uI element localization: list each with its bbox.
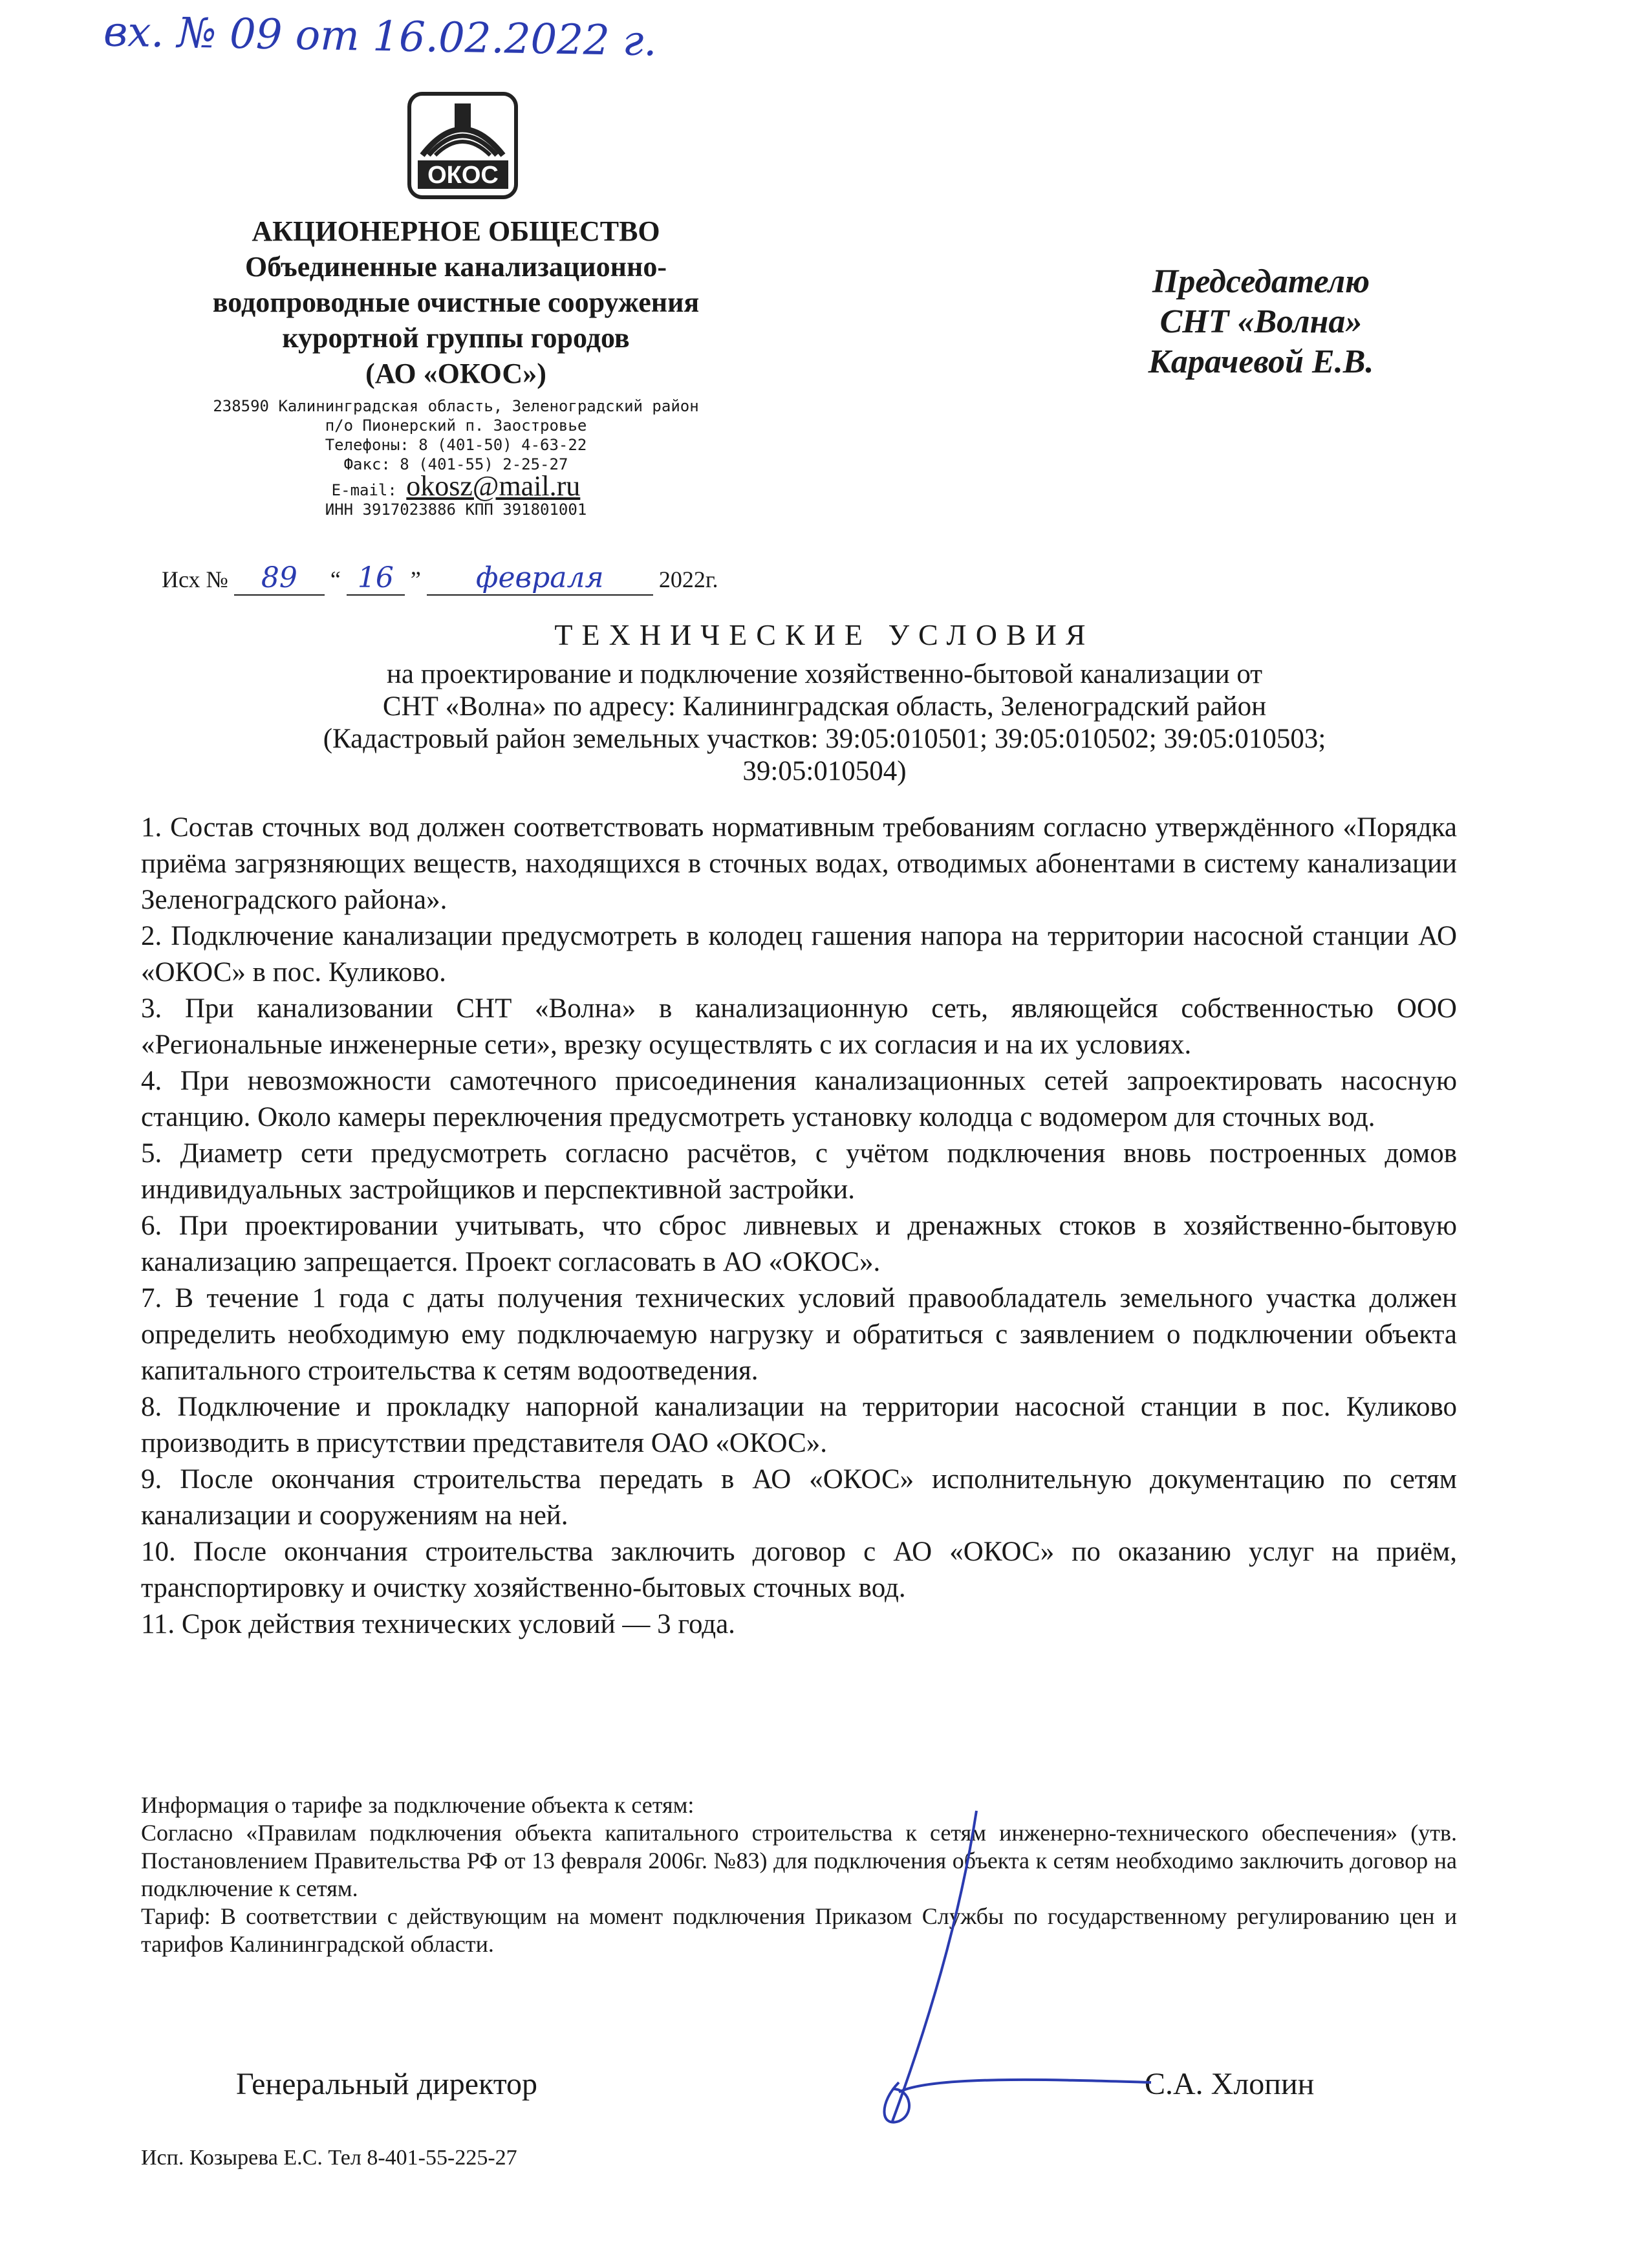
condition-item: 3. При канализовании СНТ «Волна» в канализационную сеть, являющейся собственностью ООО «Региональные инженерные сети», врезку осуществлять с их согласия и на их условиях. [141,993,1457,1060]
outgoing-day: 16 [347,561,405,596]
outgoing-day-quote-close: ” [410,567,421,592]
outgoing-day-quote-open: “ [330,567,341,592]
tariff-heading: Информация о тарифе за подключение объекта к сетям: [141,1792,695,1818]
org-name-line1: Объединенные канализационно- [244,251,667,283]
org-short-name: (АО «ОКОС») [365,358,546,389]
condition-item: 9. После окончания строительства передать в АО «ОКОС» исполнительную документацию по сетям канализации и сооружениям на ней. [141,1464,1457,1531]
org-name-line2: водопроводные очистные сооружения [212,286,700,318]
condition-item: 2. Подключение канализации предусмотреть в колодец гашения напора на территории насосной станции АО «ОКОС» в пос. Куликово. [141,921,1457,988]
conditions-list [141,810,1457,1643]
org-email-row [142,470,770,502]
executor-contact: Исп. Козырева Е.С. Тел 8-401-55-225-27 [141,2146,517,2170]
outgoing-number: 89 [234,561,325,596]
signatory-name: С.А. Хлопин [1145,2067,1315,2101]
outgoing-month: февраля [427,561,653,596]
org-fax: Факс: 8 (401-55) 2-25-27 [343,455,568,473]
addressee-position: Председателю [1152,263,1370,300]
subtitle-line4: 39:05:010504) [742,756,907,786]
condition-item: 5. Диаметр сети предусмотреть согласно расчётов, с учётом подключения вновь построенных домов индивидуальных застройщиков и перспективной застройки. [141,1138,1457,1205]
condition-item: 1. Состав сточных вод должен соответствовать нормативным требованиям согласно утверждённого «Порядка приёма загрязняющих веществ, находящихся в сточных водах, отводимых абонентами в систему канализации Зеленоградского района». [141,812,1457,915]
outgoing-prefix: Исх № [162,567,228,592]
condition-item: 8. Подключение и прокладку напорной канализации на территории насосной станции в пос. Куликово производить в присутствии представителя ОАО «ОКОС». [141,1392,1457,1458]
subtitle-line2: СНТ «Волна» по адресу: Калининградская область, Зеленоградский район [382,691,1267,722]
subtitle-line3: (Кадастровый район земельных участков: 39:05:010501; 39:05:010502; 39:05:010503; [323,724,1326,754]
condition-item: 11. Срок действия технических условий — 3 года. [141,1609,735,1639]
org-name-line3: курортной группы городов [282,322,630,354]
signatory-position: Генеральный директор [236,2067,538,2101]
tariff-paragraph-2: Тариф: В соответствии с действующим на момент подключения Приказом Службы по государственному регулированию цен и тарифов Калининградской области. [141,1903,1457,1957]
condition-item: 4. При невозможности самотечного присоединения канализационных сетей запроектировать насосную станцию. Около камеры переключения предусмотреть установку колодца с водомером для сточных вод. [141,1066,1457,1132]
addressee-name: Карачевой Е.В. [1148,343,1374,380]
addressee-org: СНТ «Волна» [1159,303,1363,340]
tariff-paragraph-1: Согласно «Правилам подключения объекта капитального строительства к сетям инженерно-технического обеспечения» (утв. Постановлением Правительства РФ от 13 февраля 2006г. №83) для подключения объекта к сетям необходимо заключить договор на подключение к сетям. [141,1820,1457,1901]
registration-note: вх. № 09 от 16.02.2022 г. [103,8,658,66]
org-header [142,213,770,519]
org-phone: Телефоны: 8 (401-50) 4-63-22 [325,436,587,454]
email-link[interactable]: okosz@mail.ru [406,470,581,502]
document-subtitle [97,658,1552,788]
logo-text: ОКОС [427,162,499,189]
handwritten-signature [854,1804,1190,2141]
addressee-block [1035,262,1487,382]
email-label: E-mail: [331,481,397,499]
org-type: АКЦИОНЕРНОЕ ОБЩЕСТВО [252,215,660,247]
subtitle-line1: на проектирование и подключение хозяйственно-бытовой канализации от [386,659,1263,689]
org-address-1: 238590 Калининградская область, Зеленоградский район [213,397,699,415]
condition-item: 10. После окончания строительства заключить договор с АО «ОКОС» по оказанию услуг на приём, транспортировку и очистку хозяйственно-бытовых сточных вод. [141,1537,1457,1603]
document-title: ТЕХНИЧЕСКИЕ УСЛОВИЯ [554,618,1095,651]
condition-item: 6. При проектировании учитывать, что сброс ливневых и дренажных стоков в хозяйственно-бытовую канализацию запрещается. Проект согласовать в АО «ОКОС». [141,1211,1457,1277]
outgoing-number-line [162,561,718,596]
org-inn-kpp: ИНН 3917023886 КПП 391801001 [325,501,587,519]
org-address-2: п/о Пионерский п. Заостровье [325,416,587,435]
tariff-info [141,1791,1457,1958]
okos-logo [406,91,519,200]
outgoing-year: 2022г. [658,567,718,592]
condition-item: 7. В течение 1 года с даты получения технических условий правообладатель земельного участка должен определить необходимую ему подключаемую нагрузку и обратиться с заявлением о подключении объекта капитального строительства к сетям водоотведения. [141,1283,1457,1386]
